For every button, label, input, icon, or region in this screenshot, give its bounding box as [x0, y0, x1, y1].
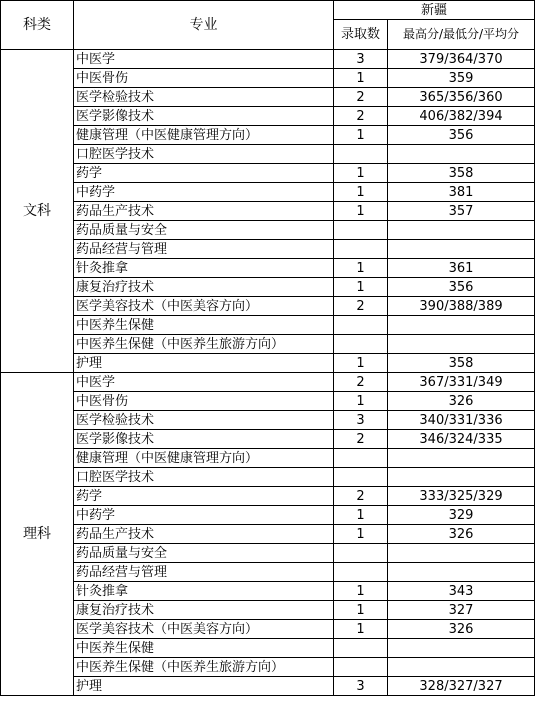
- major-cell: 针灸推拿: [74, 582, 334, 601]
- scores-cell: 359: [388, 69, 535, 88]
- scores-cell: 367/331/349: [388, 373, 535, 392]
- admitted-count-cell: 2: [334, 373, 388, 392]
- table-row: [1, 525, 535, 544]
- table-row: [1, 278, 535, 297]
- major-cell: 医学影像技术: [74, 107, 334, 126]
- table-row: [1, 392, 535, 411]
- major-cell: 健康管理（中医健康管理方向）: [74, 449, 334, 468]
- category-header: 科类: [1, 1, 74, 50]
- admitted-count-cell: 1: [334, 183, 388, 202]
- major-cell: 健康管理（中医健康管理方向）: [74, 126, 334, 145]
- major-cell: 药品经营与管理: [74, 240, 334, 259]
- admitted-count-cell: 1: [334, 525, 388, 544]
- scores-cell: 381: [388, 183, 535, 202]
- admitted-count-cell: [334, 449, 388, 468]
- admitted-count-cell: 1: [334, 126, 388, 145]
- table-row: [1, 335, 535, 354]
- admitted-count-cell: 3: [334, 411, 388, 430]
- major-cell: 中医养生保健（中医养生旅游方向）: [74, 658, 334, 677]
- scores-cell: 361: [388, 259, 535, 278]
- admitted-count-cell: [334, 544, 388, 563]
- admitted-header: 录取数: [334, 20, 388, 50]
- major-cell: 药品质量与安全: [74, 221, 334, 240]
- admitted-count-cell: 1: [334, 506, 388, 525]
- table-row: [1, 221, 535, 240]
- table-row: [1, 354, 535, 373]
- scores-cell: 326: [388, 525, 535, 544]
- scores-cell: 340/331/336: [388, 411, 535, 430]
- scores-cell: [388, 221, 535, 240]
- table-row: [1, 50, 535, 69]
- table-row: [1, 563, 535, 582]
- table-row: [1, 582, 535, 601]
- major-cell: 药品经营与管理: [74, 563, 334, 582]
- admitted-count-cell: 1: [334, 164, 388, 183]
- table-row: [1, 240, 535, 259]
- table-row: [1, 411, 535, 430]
- table-row: [1, 639, 535, 658]
- admitted-count-cell: 3: [334, 50, 388, 69]
- scores-cell: [388, 449, 535, 468]
- admitted-count-cell: 2: [334, 430, 388, 449]
- table-row: [1, 544, 535, 563]
- table-row: [1, 297, 535, 316]
- table-row: [1, 316, 535, 335]
- major-cell: 中医养生保健: [74, 316, 334, 335]
- table-row: [1, 88, 535, 107]
- major-cell: 口腔医学技术: [74, 145, 334, 164]
- table-row: [1, 126, 535, 145]
- major-header: 专业: [74, 1, 334, 50]
- scores-cell: [388, 544, 535, 563]
- major-cell: 医学美容技术（中医美容方向）: [74, 620, 334, 639]
- major-cell: 中医学: [74, 373, 334, 392]
- scores-cell: 356: [388, 278, 535, 297]
- scores-cell: [388, 335, 535, 354]
- scores-cell: 343: [388, 582, 535, 601]
- admitted-count-cell: 1: [334, 259, 388, 278]
- scores-cell: 358: [388, 164, 535, 183]
- table-row: [1, 468, 535, 487]
- table-row: [1, 658, 535, 677]
- scores-cell: 326: [388, 620, 535, 639]
- scores-cell: 358: [388, 354, 535, 373]
- admitted-count-cell: [334, 240, 388, 259]
- admitted-count-cell: 1: [334, 354, 388, 373]
- major-cell: 中医骨伤: [74, 392, 334, 411]
- table-row: [1, 69, 535, 88]
- scores-cell: [388, 468, 535, 487]
- scores-cell: 328/327/327: [388, 677, 535, 696]
- scores-cell: 406/382/394: [388, 107, 535, 126]
- major-cell: 药学: [74, 487, 334, 506]
- scores-cell: [388, 658, 535, 677]
- scores-cell: 390/388/389: [388, 297, 535, 316]
- major-cell: 中医学: [74, 50, 334, 69]
- scores-cell: 326: [388, 392, 535, 411]
- table-row: [1, 506, 535, 525]
- scores-cell: 356: [388, 126, 535, 145]
- scores-cell: 329: [388, 506, 535, 525]
- admitted-count-cell: [334, 468, 388, 487]
- admitted-count-cell: 2: [334, 297, 388, 316]
- scores-cell: 346/324/335: [388, 430, 535, 449]
- admitted-count-cell: 1: [334, 69, 388, 88]
- major-cell: 中药学: [74, 183, 334, 202]
- admitted-count-cell: 1: [334, 620, 388, 639]
- table-row: [1, 373, 535, 392]
- table-row: [1, 601, 535, 620]
- admitted-count-cell: 2: [334, 88, 388, 107]
- table-row: [1, 677, 535, 696]
- major-cell: 药品质量与安全: [74, 544, 334, 563]
- admitted-count-cell: [334, 335, 388, 354]
- major-cell: 中医养生保健: [74, 639, 334, 658]
- scores-cell: 379/364/370: [388, 50, 535, 69]
- category-cell: 文科: [1, 50, 74, 373]
- admitted-count-cell: 2: [334, 487, 388, 506]
- scores-cell: 333/325/329: [388, 487, 535, 506]
- table-row: [1, 430, 535, 449]
- table-row: [1, 145, 535, 164]
- major-cell: 药品生产技术: [74, 202, 334, 221]
- table-row: [1, 487, 535, 506]
- table-row: [1, 259, 535, 278]
- admitted-count-cell: 2: [334, 107, 388, 126]
- major-cell: 护理: [74, 677, 334, 696]
- major-cell: 康复治疗技术: [74, 278, 334, 297]
- scores-cell: [388, 639, 535, 658]
- major-cell: 中医养生保健（中医养生旅游方向）: [74, 335, 334, 354]
- admitted-count-cell: [334, 563, 388, 582]
- admitted-count-cell: [334, 639, 388, 658]
- table-row: [1, 449, 535, 468]
- admitted-count-cell: [334, 145, 388, 164]
- admitted-count-cell: 1: [334, 202, 388, 221]
- table-row: [1, 107, 535, 126]
- major-cell: 中药学: [74, 506, 334, 525]
- admitted-count-cell: [334, 316, 388, 335]
- admitted-count-cell: 1: [334, 392, 388, 411]
- table-row: [1, 620, 535, 639]
- major-cell: 医学影像技术: [74, 430, 334, 449]
- major-cell: 医学检验技术: [74, 88, 334, 107]
- major-cell: 药学: [74, 164, 334, 183]
- region-header: 新疆: [334, 1, 535, 20]
- scores-cell: 357: [388, 202, 535, 221]
- table-row: [1, 202, 535, 221]
- admitted-count-cell: [334, 221, 388, 240]
- scores-cell: [388, 316, 535, 335]
- category-cell: 理科: [1, 373, 74, 696]
- major-cell: 护理: [74, 354, 334, 373]
- admitted-count-cell: 1: [334, 278, 388, 297]
- table-row: [1, 183, 535, 202]
- major-cell: 针灸推拿: [74, 259, 334, 278]
- table-row: [1, 164, 535, 183]
- scores-cell: [388, 145, 535, 164]
- scores-cell: [388, 563, 535, 582]
- scores-cell: 327: [388, 601, 535, 620]
- major-cell: 口腔医学技术: [74, 468, 334, 487]
- major-cell: 医学美容技术（中医美容方向）: [74, 297, 334, 316]
- major-cell: 中医骨伤: [74, 69, 334, 88]
- scores-header: 最高分/最低分/平均分: [388, 20, 535, 50]
- major-cell: 康复治疗技术: [74, 601, 334, 620]
- admitted-count-cell: 1: [334, 601, 388, 620]
- scores-cell: 365/356/360: [388, 88, 535, 107]
- admitted-count-cell: 3: [334, 677, 388, 696]
- admitted-count-cell: 1: [334, 582, 388, 601]
- major-cell: 医学检验技术: [74, 411, 334, 430]
- admitted-count-cell: [334, 658, 388, 677]
- scores-cell: [388, 240, 535, 259]
- major-cell: 药品生产技术: [74, 525, 334, 544]
- table-body: [1, 50, 535, 696]
